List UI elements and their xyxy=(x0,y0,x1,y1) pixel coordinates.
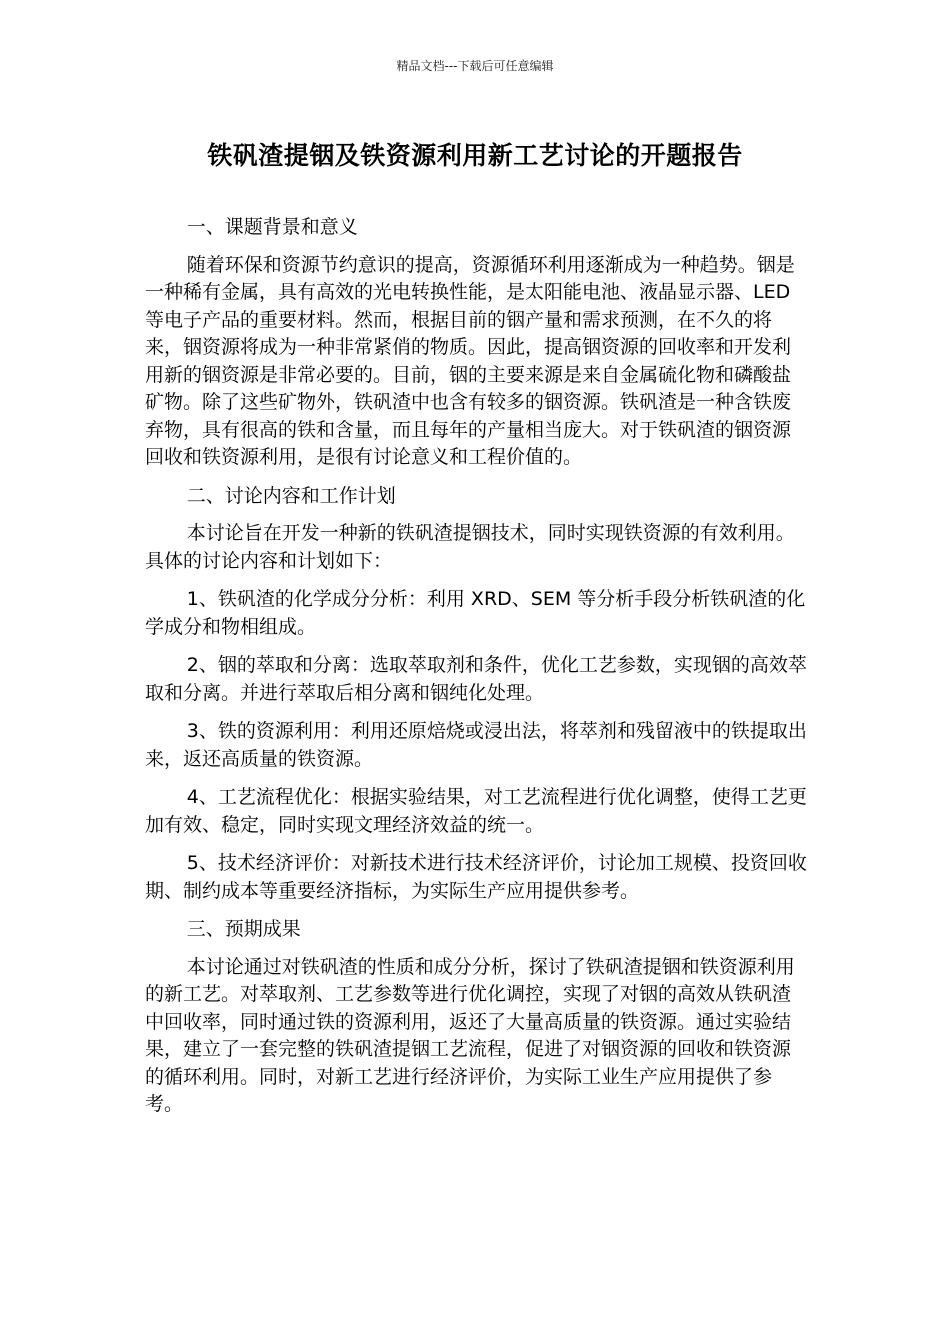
paragraph-content-intro: 本讨论旨在开发一种新的铁矾渣提铟技术，同时实现铁资源的有效利用。具体的讨论内容和计划如下： xyxy=(145,522,795,572)
section-heading-expected-results: 三、预期成果 xyxy=(186,918,301,940)
page-header: 精品文档---下载后可任意编辑 xyxy=(396,59,554,73)
section-heading-content-plan: 二、讨论内容和工作计划 xyxy=(186,484,396,507)
list-item-economic-evaluation: 5、技术经济评价：对新技术进行技术经济评价，讨论加工规模、投资回收期、制约成本等重要经济指标，为实际生产应用提供参考。 xyxy=(145,852,807,902)
paragraph-background: 随着环保和资源节约意识的提高，资源循环利用逐渐成为一种趋势。铟是一种稀有金属，具有高效的光电转换性能，是太阳能电池、液晶显示器、LED 等电子产品的重要材料。然而，根据目前的铟产量和需求预测，在不久的将来，铟资源将成为一种非常紧俏的物质。因此，提高铟资源的回收率和开发利用新的铟资源是非常必要的。目前，铟的主要来源是来自金属硫化物和磷酸盐矿物。除了这些矿物外，铁矾渣中也含有较多的铟资源。铁矾渣是一种含铁废弃物，具有很高的铁和含量，而且每年的产量相当庞大。对于铁矾渣的铟资源回收和铁资源利用，是很有讨论意义和工程价值的。 xyxy=(145,253,795,468)
list-item-process-optimization: 4、工艺流程优化：根据实验结果，对工艺流程进行优化调整，使得工艺更加有效、稳定，同时实现文理经济效益的统一。 xyxy=(145,786,807,836)
list-item-iron-utilization: 3、铁的资源利用：利用还原焙烧或浸出法，将萃剂和残留液中的铁提取出来，返还高质量的铁资源。 xyxy=(145,720,807,770)
document-body xyxy=(145,214,807,1130)
list-item-chemical-analysis: 1、铁矾渣的化学成分分析：利用 XRD、SEM 等分析手段分析铁矾渣的化学成分和物相组成。 xyxy=(145,588,806,638)
paragraph-expected-results: 本讨论通过对铁矾渣的性质和成分分析，探讨了铁矾渣提铟和铁资源利用的新工艺。对萃取剂、工艺参数等进行优化调控，实现了对铟的高效从铁矾渣中回收率，同时通过铁的资源利用，返还了大量高质量的铁资源。通过实验结果，建立了一套完整的铁矾渣提铟工艺流程，促进了对铟资源的回收和铁资源的循环利用。同时，对新工艺进行经济评价，为实际工业生产应用提供了参考。 xyxy=(145,955,795,1115)
document-title: 铁矾渣提铟及铁资源利用新工艺讨论的开题报告 xyxy=(207,141,743,170)
section-heading-background: 一、课题背景和意义 xyxy=(186,216,358,238)
list-item-indium-extraction: 2、铟的萃取和分离：选取萃取剂和条件，优化工艺参数，实现铟的高效萃取和分离。并进行萃取后相分离和铟纯化处理。 xyxy=(145,654,807,704)
